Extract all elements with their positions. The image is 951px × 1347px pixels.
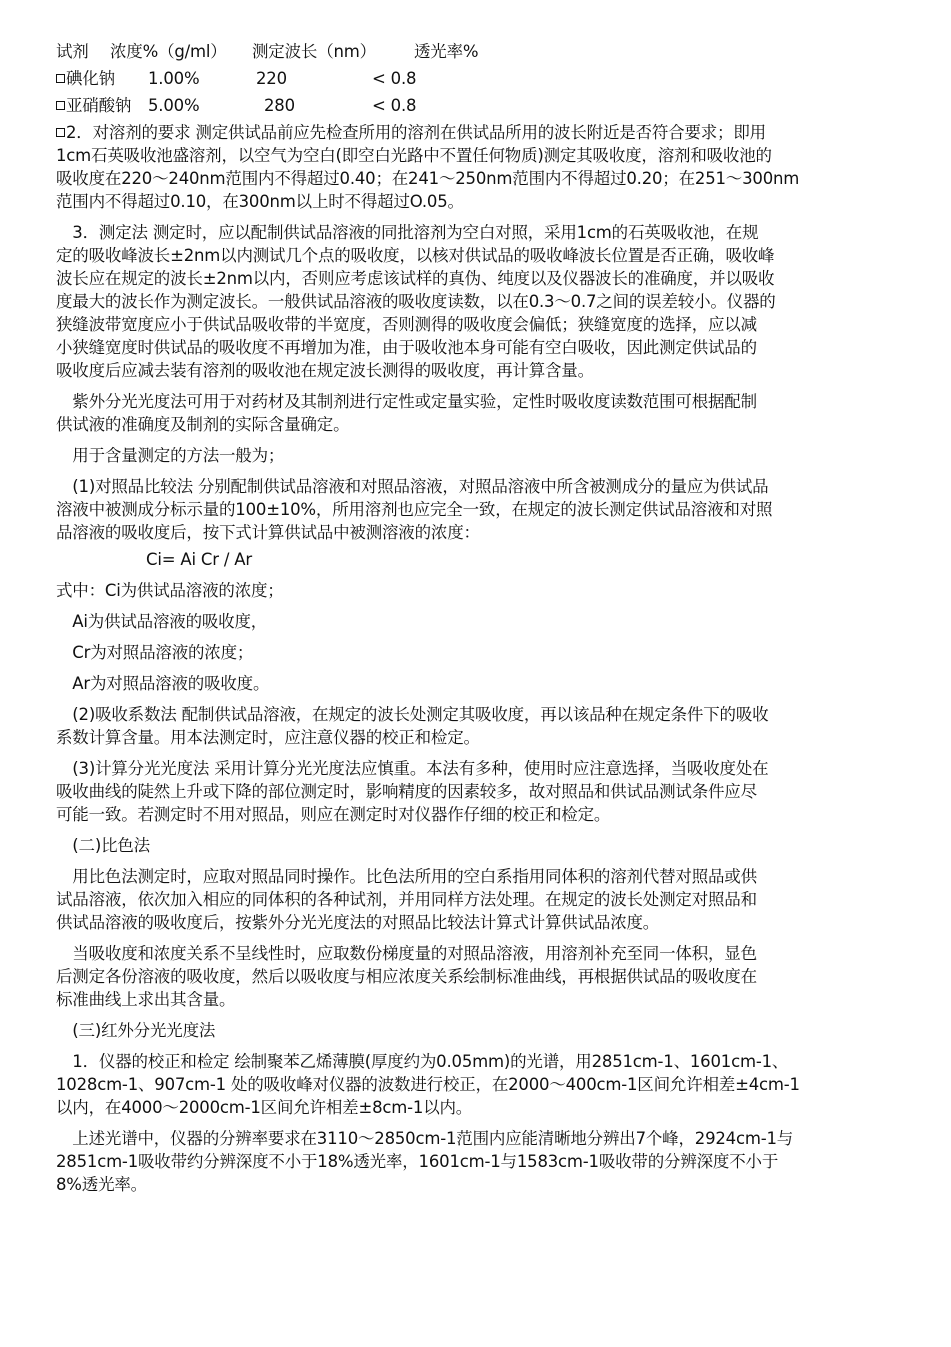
text-line: (2)吸收系数法 配制供试品溶液，在规定的波长处测定其吸收度，再以该品种在规定条件下的吸收 (56, 705, 769, 724)
text-line: 系数计算含量。用本法测定时，应注意仪器的校正和检定。 (56, 728, 480, 747)
checkbox-square-icon (56, 101, 65, 110)
paragraph-resolution (56, 1127, 901, 1196)
text-line: 1028cm-1、907cm-1 处的吸收峰对仪器的波数进行校正，在2000～400cm-1区间允许相差±4cm-1 (56, 1075, 800, 1094)
row-concentration: 5.00% (148, 96, 200, 115)
text-line: 上述光谱中，仪器的分辨率要求在3110～2850cm-1范围内应能清晰地分辨出7个峰，2924cm-1与 (56, 1129, 794, 1148)
text-line: 可能一致。若测定时不用对照品，则应在测定时对仪器作仔细的校正和检定。 (56, 805, 611, 824)
text-line: 试品溶液，依次加入相应的同体积的各种试剂，并用同样方法处理。在规定的波长处测定对照品和 (56, 890, 757, 909)
table-row (56, 94, 901, 117)
row-wavelength: 280 (264, 96, 295, 115)
text-line: 3．测定法 测定时，应以配制供试品溶液的同批溶剂为空白对照，采用1cm的石英吸收池，在规 (56, 223, 759, 242)
paragraph-colorimetry (56, 865, 901, 934)
text-line: 当吸收度和浓度关系不呈线性时，应取数份梯度量的对照品溶液，用溶剂补充至同一体积，显色 (56, 944, 757, 963)
text-line: 1cm石英吸收池盛溶剂，以空气为空白(即空白光路中不置任何物质)测定其吸收度，溶剂和吸收池的 (56, 146, 772, 165)
section-heading-colorimetry: (二)比色法 (56, 836, 150, 855)
paragraph-solvent-requirements (56, 121, 901, 213)
text-line: 后测定各份溶液的吸收度，然后以吸收度与相应浓度关系绘制标准曲线，再根据供试品的吸收度在 (56, 967, 757, 986)
paragraph-instrument-calibration (56, 1050, 901, 1119)
checkbox-square-icon (56, 74, 65, 83)
row-wavelength: 220 (256, 69, 287, 88)
text-line: 供试液的准确度及制剂的实际含量确定。 (56, 415, 350, 434)
text-line: 用于含量测定的方法一般为； (56, 446, 285, 465)
text-line: 8%透光率。 (56, 1175, 147, 1194)
paragraph-computational-spectro (56, 757, 901, 826)
text-line: 以内，在4000～2000cm-1区间允许相差±8cm-1以内。 (56, 1098, 473, 1117)
text-line: Ai为供试品溶液的吸收度， (56, 612, 268, 631)
text-line: 狭缝波带宽度应小于供试品吸收带的半宽度，否则测得的吸收度会偏低；狭缝宽度的选择，应以减 (56, 315, 757, 334)
text-line: 溶液中被测成分标示量的100±10%，所用溶剂也应完全一致，在规定的波长测定供试品溶液和对照 (56, 500, 773, 519)
text-line: 小狭缝宽度时供试品的吸收度不再增加为准，由于吸收池本身可能有空白吸收，因此测定供试品的 (56, 338, 757, 357)
paragraph-uv-usage (56, 390, 901, 436)
paragraph-reference-comparison (56, 475, 901, 544)
text-line: (1)对照品比较法 分别配制供试品溶液和对照品溶液，对照品溶液中所含被测成分的量应为供试品 (56, 477, 769, 496)
paragraph-absorption-coefficient (56, 703, 901, 749)
text-line: 品溶液的吸收度后，按下式计算供试品中被测溶液的浓度： (56, 523, 480, 542)
header-concentration: 浓度%（g/ml） (110, 42, 227, 61)
paragraph-measurement-method (56, 221, 901, 382)
table-row (56, 67, 901, 90)
formula: Ci= Ai Cr / Ar (146, 550, 252, 569)
header-transmittance: 透光率% (414, 42, 479, 61)
row-concentration: 1.00% (148, 69, 200, 88)
text-line: 紫外分光光度法可用于对药材及其制剂进行定性或定量实验，定性时吸收度读数范围可根据配制 (56, 392, 757, 411)
table-header (56, 40, 901, 63)
section-heading-infrared: (三)红外分光光度法 (56, 1021, 216, 1040)
header-reagent: 试剂 (56, 42, 89, 61)
paragraph-methods-intro (56, 444, 901, 467)
text-line: 吸收度在220～240nm范围内不得超过0.40；在241～250nm范围内不得超过0.20；在251～300nm (56, 169, 800, 188)
text-line: 标准曲线上求出其含量。 (56, 990, 236, 1009)
text-line: (3)计算分光光度法 采用计算分光光度法应慎重。本法有多种，使用时应注意选择，当吸收度处在 (56, 759, 769, 778)
row-reagent: 碘化钠 (66, 69, 115, 88)
row-transmittance: < 0.8 (372, 69, 417, 88)
text-line: 吸收曲线的陡然上升或下降的部位测定时，影响精度的因素较多，故对照品和供试品测试条件应尽 (56, 782, 757, 801)
row-transmittance: < 0.8 (372, 96, 417, 115)
text-line: Cr为对照品溶液的浓度； (56, 643, 254, 662)
text-line: 吸收度后应减去装有溶剂的吸收池在规定波长测得的吸收度，再计算含量。 (56, 361, 594, 380)
checkbox-square-icon (56, 128, 65, 137)
text-line: 式中：Ci为供试品溶液的浓度； (56, 581, 284, 600)
document-body (56, 40, 901, 1196)
text-line: 波长应在规定的波长±2nm以内，否则应考虑该试样的真伪、纯度以及仪器波长的准确度，并以吸收 (56, 269, 775, 288)
formula-definitions (56, 579, 901, 695)
text-line: 2．对溶剂的要求 测定供试品前应先检查所用的溶剂在供试品所用的波长附近是否符合要求；即用 (66, 123, 766, 142)
text-line: 1．仪器的校正和检定 绘制聚苯乙烯薄膜(厚度约为0.05mm)的光谱，用2851cm-1、1601cm-1、 (56, 1052, 789, 1071)
text-line: 用比色法测定时，应取对照品同时操作。比色法所用的空白系指用同体积的溶剂代替对照品或供 (56, 867, 757, 886)
text-line: 供试品溶液的吸收度后，按紫外分光光度法的对照品比较法计算式计算供试品浓度。 (56, 913, 660, 932)
header-wavelength: 测定波长（nm） (252, 42, 376, 61)
text-line: 2851cm-1吸收带约分辨深度不小于18%透光率，1601cm-1与1583cm-1吸收带的分辨深度不小于 (56, 1152, 779, 1171)
text-line: Ar为对照品溶液的吸收度。 (56, 674, 270, 693)
text-line: 范围内不得超过0.10，在300nm以上时不得超过O.05。 (56, 192, 464, 211)
text-line: 定的吸收峰波长±2nm以内测试几个点的吸收度，以核对供试品的吸收峰波长位置是否正确，吸收峰 (56, 246, 775, 265)
paragraph-standard-curve (56, 942, 901, 1011)
row-reagent: 亚硝酸钠 (66, 96, 132, 115)
text-line: 度最大的波长作为测定波长。一般供试品溶液的吸收度读数，以在0.3～0.7之间的误差较小。仪器的 (56, 292, 776, 311)
